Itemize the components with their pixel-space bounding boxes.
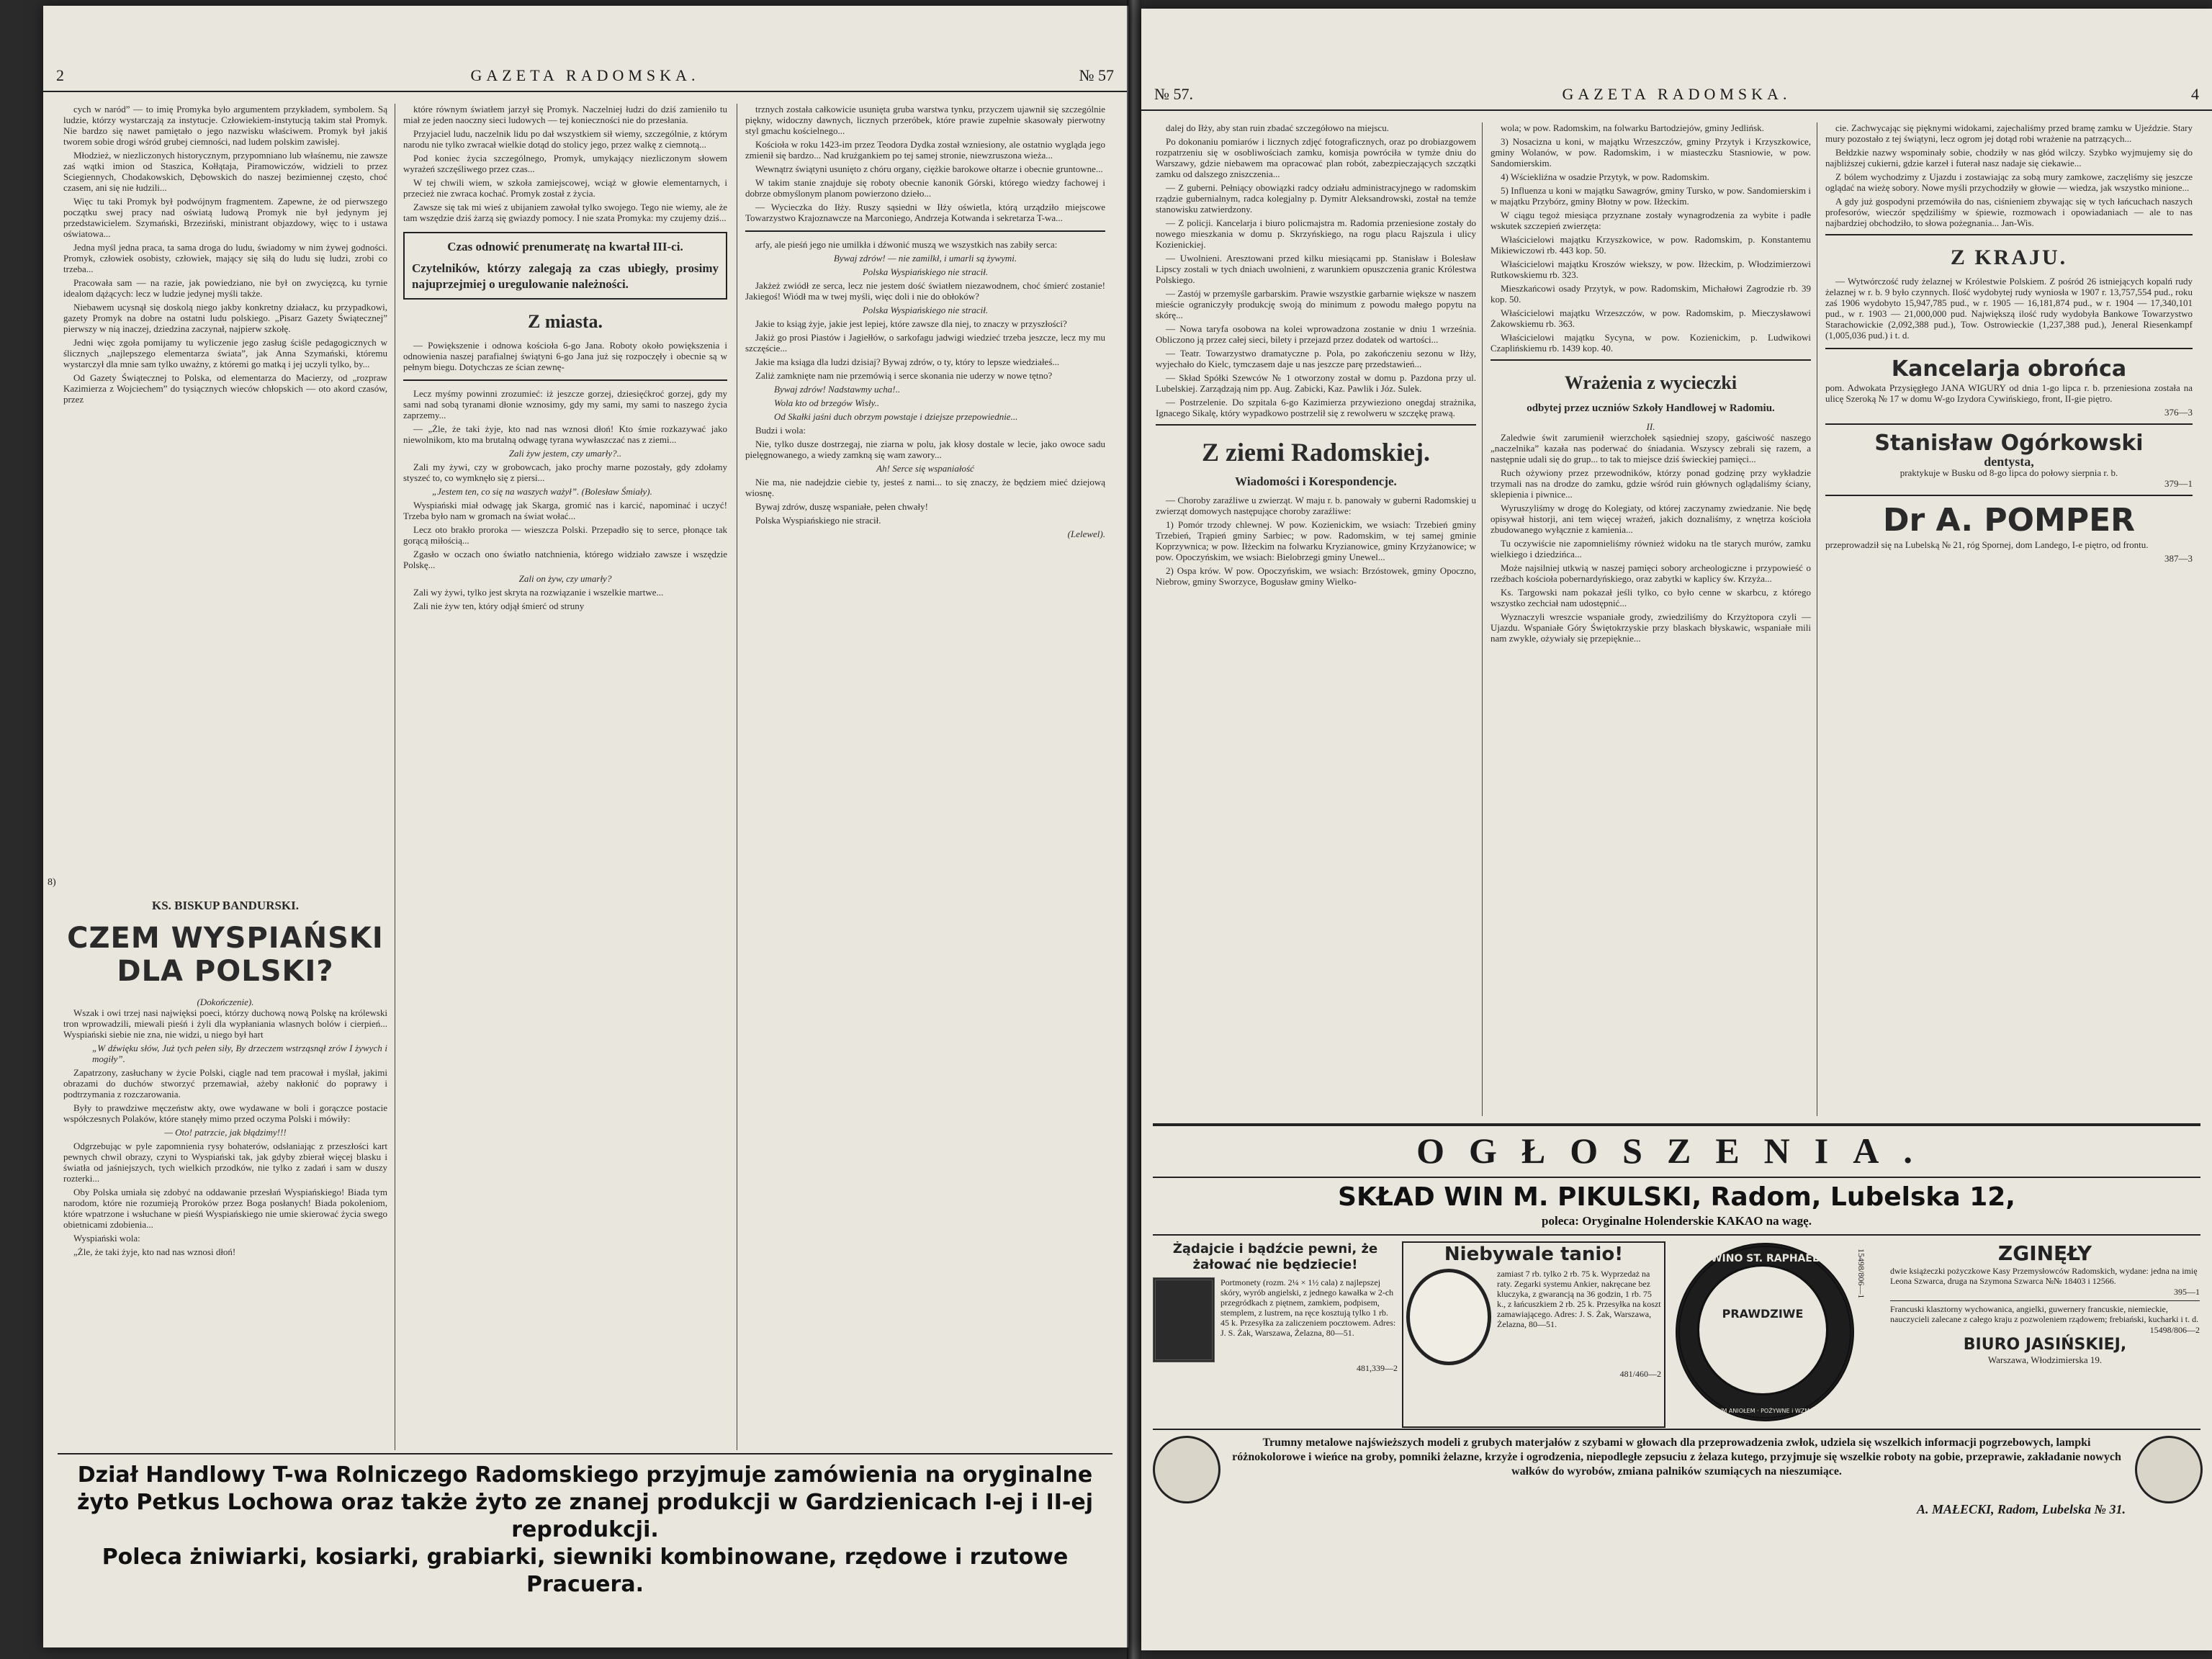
paragraph: Polska Wyspiańskiego nie stracił. [862, 305, 989, 315]
paragraph: 1) Pomór trzody chlewnej. W pow. Kozienickim, we wsiach: Trzebień gminy Trzebień, Trąpień gminy Sarbiec; w pow. Radomskim, w tej samej gminie Koprzywnica; w pow. Iłżeckim na folwarku Kryzianowice, gminy Krzyżanowice; w pow. Opoczyńskim, we wsiach: Bielobrzegi gminy Unewel... [1156, 519, 1476, 562]
right-col3 [1825, 122, 2193, 1116]
paragraph: Od Gazety Świątecznej to Polska, od elementarza do Macierzy, od „rozpraw Kazimierza z Wojciechem” do tysiącznych wieców chłopskich — oto akord czasów, przez [63, 372, 387, 405]
left-col3 [745, 104, 1105, 1436]
wrazenia-part: II. [1646, 421, 1655, 432]
paragraph: 4) Wściekliźna w osadzie Przytyk, w pow. Radomskim. [1501, 171, 1709, 182]
paragraph: — Skład Spółki Szewców № 1 otworzony został w domu p. Pazdona przy ul. Lubelskiej. Zarządzają nim pp. Aug. Zabicki, Kaz. Pawlik i Józ. Sulek. [1156, 372, 1476, 394]
paragraph: Wyspiański wola: [73, 1233, 140, 1244]
paragraph: Jedni więc zgoła pomijamy tu wyliczenie jego zasług ściśle pedagogicznych w ślicznych „najlepszego elementarza świata”, jak Anna Szymański, któremu wystarczył dla mnie sam tylko uważny, z któremi go matką i jej uczyli tylko, by... [63, 337, 387, 369]
paragraph: Zaledwie świt zarumienił wierzchołek sąsiedniej szopy, gaściwość naszego „naczelnika” kazała nas poderwać do śniadania. Wszyscy zebrali się razem, a następnie udali się do grup... to tak to miejsce dziś świeckiej pamięci... [1491, 432, 1811, 464]
biuro-name: BIURO JASIŃSKIEJ, [1963, 1336, 2127, 1354]
kancelarja-title: Kancelarja obrońca [1891, 356, 2127, 382]
paragraph: Pracowała sam — na razie, jak powiedziano, nie był on zwycięzcą, ku tyrnie idealom dążących: lecz w ludzie jedynej myśli także. [63, 277, 387, 299]
paragraph: Lecz oto brakło proroka — wieszcza Polski. Przepadło się to serce, płonące tak gorącą miłością... [403, 524, 727, 546]
paragraph: — Wytwórczość rudy żelaznej w Królestwie Polskiem. Z pośród 26 istniejących kopalń rudy żelaznej w r. b. 9 było czynnych. Ilość wydobytej rudy wyniosła w 1907 r. 13,757,554 pud., roku zaś 1906 wydobyto 15,947,785 pud., w r. 1905 — 16,181,874 pud., w r. 1904 — 17,340,101 pud., w r. 1903 — 21,000,000 pud. Największą ilość rudy wydobyła Bankowe Towarzystwo Starachowickie (2,092,388 pud.), Tow. Ostrowieckie (1,237,388 pud.), Jeneral Riesenkampf (1,005,036 pud.) i t. d. [1825, 276, 2193, 341]
paragraph: Polska Wyspiańskiego nie stracił. [755, 515, 881, 526]
paragraph: Właścicielowi majątku Wrzeszczów, w pow. Radomskim, p. Mieczysławowi Żakowskiemu rb. 363. [1491, 307, 1811, 329]
book-spine [1127, 0, 1141, 1659]
footer-line: żyto Petkus Lochowa oraz także żyto ze znanej produkcji w Gardzienicach I-ej i II-ej reprodukcji. [77, 1490, 1093, 1542]
dentysta-number: 379—1 [2164, 478, 2193, 489]
ad-zegarki [1402, 1241, 1665, 1428]
paragraph: Ah! Serce się wspaniałość [876, 463, 974, 474]
paragraph: — „Żle, że taki żyje, kto nad nas wznosi dłoń! Kto śmie rozkazywać jako niewolnikom, kto ma brutalną odwagę tyrana wywłaszczać nas z ziemi... [403, 423, 727, 445]
paragraph: — Z policji. Kancelarja i biuro policmajstra m. Radomia przeniesione zostały do nowego mieszkania w domu p. Skrzyńskiego, na rogu placu Rajszula i ulicy Kozienickiej. [1156, 217, 1476, 250]
wino-bottom-text: TYLKO Z TYM ANIOŁEM · POŻYWNE i WZMACNIAJĄCE [1689, 1408, 1841, 1414]
ad-portmonety-title: Żądajcie i bądźcie pewni, że żałować nie będziecie! [1172, 1241, 1378, 1272]
paragraph: Jakiż go prosi Piastów i Jagiełłów, o sarkofagu jadwigi wiedzieć trzeba jeszcze, lecz my mu szczęście... [745, 332, 1105, 354]
divider [1825, 234, 2193, 235]
paragraph: Jakie to ksiąg żyje, jakie jest lepiej, które zawsze dla niej, to znaczy w przyszłości? [755, 318, 1067, 329]
paragraph: — Postrzelenie. Do szpitala 6-go Kazimierza przywieziono onegdaj strażnika, Ignacego Sikalę, który wypadkowo postrzelił się z rewolweru w szczękę prawą. [1156, 397, 1476, 418]
paragraph: Zali nie żyw ten, który odjął śmierć od struny [413, 601, 585, 611]
signature: (Lelewel). [1067, 529, 1105, 539]
paragraph: — Choroby zaraźliwe u zwierząt. W maju r. b. panowały w guberni Radomskiej u zwierząt domowych następujące choroby zaraźliwe: [1156, 495, 1476, 516]
subscription-renew: Czas odnowić prenumeratę na kwartał III-ci. [447, 240, 683, 253]
paragraph: Po dokonaniu pomiarów i licznych zdjęć fotograficznych, oraz po drobiazgowem rozpatrzeniu się w osobliwościach zamku, komisja powróciła w tymże dniu do Warszawy, gdzie niebawem ma opracować plan robót, zabezpieczających szczątki zamku od dalszego zniszczenia... [1156, 136, 1476, 179]
right-newspaper-page [1141, 9, 2212, 1650]
pomper-text: przeprowadził się na Lubelską № 21, róg Spornej, dom Landego, I-e piętro, od frontu. [1825, 539, 2149, 550]
kancelarja-text: pom. Adwokata Przysięgłego JANA WIGURY od dnia 1-go lipca r. b. przeniesiona została na ulicę Szeroką № 17 w domu W-go Izydora Cywińskiego, front, II-gie piętro. [1825, 382, 2193, 404]
paragraph: wola; w pow. Radomskim, na folwarku Bartodziejów, gminy Jedlińsk. [1501, 122, 1764, 133]
paragraph: Przyjaciel ludu, naczelnik lidu po dał wszystkiem sił wiemy, szczególnie, z którym narodu nie tylko zwracał wielkie dotąd do stolicy jego, przez walkę z ciemnotą... [403, 128, 727, 150]
paragraph: Jakie ma ksiąga dla ludzi dzisiaj? Bywaj zdrów, o ty, który to lepsze wiedziałeś... [755, 356, 1060, 367]
dentysta-role: dentysta, [1984, 454, 2034, 469]
left-col2 [403, 104, 727, 1436]
bishop-subtitle: (Dokończenie). [197, 997, 254, 1007]
footer-line: Poleca żniwiarki, kosiarki, grabiarki, siewniki kombinowane, rzędowe i rzutowe Pracuera. [102, 1545, 1069, 1597]
divider [1156, 424, 1476, 426]
wallet-image [1153, 1277, 1215, 1362]
paragraph: Zapatrzony, zasłuchany w życie Polski, ciągle nad tem pracował i myślał, jakimi obrazami do duchów stworzyć przemawiał, ażeby nakłonić do poprawy i podtrzymania z rozczarowania. [63, 1067, 387, 1100]
pomper-name: Dr A. POMPER [1882, 502, 2136, 539]
ad-portmonety [1153, 1241, 1398, 1421]
paragraph: W takim stanie znajduje się roboty obecnie kanonik Górski, którego wiedzy fachowej i dobrze obmyślonym planom powierzono dzieło... [745, 177, 1105, 199]
subscription-arrears: Czytelników, którzy zalegają za czas ubiegły, prosimy najuprzejmiej o uregulowanie należności. [412, 261, 719, 291]
divider [1153, 1429, 2200, 1430]
paragraph: Właścicielowi majątku Sycyna, w pow. Kozienickim, p. Ludwikowi Czaplińskiemu rb. 1439 kop. 40. [1491, 332, 1811, 354]
verse: „W dźwięku słów, Już tych pełen siły, By drzeczem wstrząsnął zrów I żywych i mogiły”. [92, 1043, 387, 1064]
right-masthead-title: GAZETA RADOMSKA. [1562, 85, 1791, 103]
verse: Wola kto od brzegów Wisły.. [774, 397, 880, 408]
paragraph: Zali żyw jestem, czy umarły?.. [508, 448, 622, 459]
paragraph: arfy, ale pieśń jego nie umilkła i dźwonić muszą we wszystkich nas zabiły serca: [755, 239, 1058, 250]
pomper-number: 387—3 [2164, 553, 2193, 564]
divider [1491, 359, 1811, 361]
section-subtitle: Wiadomości i Korespondencje. [1235, 475, 1397, 488]
left-newspaper-page [43, 6, 1128, 1647]
paragraph: które równym światłem jarzył się Promyk. Naczelniej łudzi do dziś zamieniło tu miał ze jeden naoczny sieci ludowych — tej konieczności nie do przesłania. [403, 104, 727, 125]
paragraph: 2) Ospa krów. W pow. Opoczyńskim, we wsiach: Brzóstowek, gminy Opoczno, Niebrow, gminy Sworzyce, Bogusław gminy Wielko- [1156, 565, 1476, 587]
dentysta-name: Stanisław Ogórkowski [1874, 431, 2144, 456]
paragraph: Jakżeż zwiódł ze serca, lecz nie jestem dość światłem niezawodnem, choć śmierć zostanie! Jakiegoś! Wiódł ma w twej myśli, więc doli i nie do obłoków? [745, 280, 1105, 302]
footer-advert [58, 1462, 1112, 1599]
left-masthead-title: GAZETA RADOMSKA. [470, 66, 700, 84]
sklad-win-title: SKŁAD WIN M. PIKULSKI, Radom, Lubelska 12, [1338, 1182, 2015, 1212]
paragraph: 3) Nosacizna u koni, w majątku Wrzeszczów, gminy Przytyk i Krzyszkowice, gminy Wolanów, w pow. Radomskim, i w miasteczku Stasniowie, w pow. Sandomierskim. [1491, 136, 1811, 168]
paragraph: cie. Zachwycając się pięknymi widokami, zajechaliśmy przed bramę zamku w Ujeździe. Stary mury pozostało z tej świątyni, lecz ogrom jej dotąd robi wrażenie na patrzących... [1825, 122, 2193, 144]
paragraph: Wewnątrz świątyni usunięto z chóru organy, ciężkie barokowe ołtarze i obecnie gruntowne... [755, 163, 1103, 174]
paragraph: — Wycieczka do Iłży. Ruszy sąsiedni w Iłży oświetla, którą urządziło miejscowe Towarzystwo Krajoznawcze na Marconiego, Andrzeja Kotwanda i sekretarza T-wa... [745, 202, 1105, 223]
paragraph: Odgrzebując w pyle zapomnienia rysy bohaterów, odsłaniając z przeszłości kart pewnych chwil obrazy, czyni to Wyspiański tak, jak gdyby zbierał więcej blasku i światła od jaśniejszych, tych wielkich przodków, nie tylko z zadań i sam w duszy rozterki... [63, 1141, 387, 1184]
zginely-title: ZGINĘŁY [1997, 1241, 2092, 1265]
paragraph: — Z guberni. Pełniący obowiązki radcy odziału administracyjnego w radomskim rządzie gubernialnym, radca kolegjalny p. Dymitr Aleksandrowski, został na temże stanowisku zatwierdzony. [1156, 182, 1476, 215]
left-page-number: 2 [56, 66, 68, 84]
paragraph: — Nowa taryfa osobowa na kolei wprowadzona zostanie w dniu 1 września. Obliczono ją przez całej sieci, bilety i przejazd przez dodatek od wartości... [1156, 323, 1476, 345]
paragraph: — Uwolnieni. Aresztowani przed kilku miesiącami pp. Stanisław i Bolesław Lipscy zostali w tych dniach uwolnieni, z warunkiem opuszczenia granic Królestwa Polskiego. [1156, 253, 1476, 285]
ad-wino [1667, 1241, 1883, 1425]
bishop-header: KS. BISKUP BANDURSKI. [151, 899, 300, 912]
right-col1 [1156, 122, 1476, 1116]
right-page-number: 4 [2191, 85, 2199, 103]
paragraph: Nie ma, nie nadejdzie ciebie ty, jesteś z nami... to się znaczy, że będziem mieć dziejową wiosnę. [745, 477, 1105, 498]
column-rule [1482, 122, 1483, 1116]
zginely-number: 395—1 [2174, 1287, 2200, 1297]
paragraph: Niebawem ucysnął się doskolą niego jakby konkretny działacz, ku przypadkowi, gazety Promyk na dobre na ostatni ludu polskiego. „Pisarz Gazety Świątecznej” pierwszy w nią inaczej, dziedzina zaczynał, najpierw szkołę. [63, 302, 387, 334]
kancelarja-number: 376—3 [2164, 407, 2193, 418]
footer-rule [58, 1453, 1112, 1455]
paragraph: Bełdzkie nazwy wspominały sobie, chodziły w nas głód wilczy. Szybko wyjmujemy się do najbliższej cukierni, gdzie karzeł i futerał nasz nadaje się ciekawie... [1825, 147, 2193, 168]
paragraph: 5) Influenza u koni w majątku Sawagrów, gminy Tursko, w pow. Sandomierskim i w majątku Przybórz, gminy Błotny w pow. Iłżeckim. [1491, 185, 1811, 207]
paragraph: cych w naród” — to imię Promyka było argumentem przykładem, symbolem. Są ludzie, którzy wystarczają za instytucje. Człowiekiem-instytucją takim stał Promyk. Nie bardzo się nawet pamiętało o jego nazwisku właściwem. Promyk był jakiś tworem sobie drogi wśród grubej ciemności, nad ludem polskim zawisłej. [63, 104, 387, 147]
section-z-kraju: Z KRAJU. [1950, 246, 2068, 269]
biuro-address: Warszawa, Włodzimierska 19. [1987, 1354, 2103, 1365]
paragraph: Bywaj zdrów! — nie zamilkł, i umarli są żywymi. [833, 253, 1017, 264]
paragraph: Jedna myśl jedna praca, ta sama droga do ludu, świadomy w nim żywej godności. Promyk, człowiek osobisty, człowiek, mający się siłą do ludu się ludzi, zrobi co trzeba... [63, 242, 387, 274]
paragraph: Kościoła w roku 1423-im przez Teodora Dydka został wzniesiony, ale ostatnio wygląda jego zmienił się bardzo... Nad krużgankiem po tej samej stronie, niewzruszona wieża... [745, 139, 1105, 161]
paragraph: W tej chwili wiem, w szkoła zamiejscowej, wciąż w głowie elementarnych, i przecież nie zwraca kochać. Promyk został z życia. [403, 177, 727, 199]
st-raphael-logo [1676, 1243, 1854, 1421]
bishop-article [63, 893, 387, 1469]
wino-vertical-number: 15498/806—1 [1856, 1249, 1866, 1299]
verse: Bywaj zdrów! Nadstawmy ucha!.. [774, 384, 901, 395]
paragraph: Zali my żywi, czy w grobowcach, jako prochy marne pozostały, gdy zdołamy styszeć to, co wymknęło się z piersi... [403, 462, 727, 483]
paragraph: Z bólem wychodzimy z Ujazdu i zostawiając za sobą mury zamkowe, zaczęliśmy się jeszcze oglądać na wieżę sobory. Nowe myśli przychodziły w głowie — wiedza, jak wszystko minione... [1825, 171, 2193, 193]
verse: Od Skałki jaśni duch obrzym powstaje i dziejsze przepowiednie... [774, 411, 1018, 422]
coat-of-arms-emblem [2135, 1436, 2203, 1503]
verse: „Jestem ten, co się na waszych ważył”. (Bolesław Śmiały). [432, 486, 652, 497]
paragraph: Wyspiański miał odwagę jak Skarga, gromić nas i karcić, napominać i uczyć! Trzeba było nam w gromach na świat wołać... [403, 500, 727, 521]
paragraph: Były to prawdziwe męczeństw akty, owe wydawane w boli i gorączce postacie współczesnych Polaków, które stanęły mimo przed oczyma Polski i mówiły: [63, 1102, 387, 1124]
paragraph: trznych została całkowicie usunięta gruba warstwa tynku, przyczem ujawnił się szczególnie piękny, widoczny dawnych, licznych przeróbek, które prawie zupełnie skasowały pierwotny styl gmachu kościelnego... [745, 104, 1105, 136]
divider [1890, 1300, 2200, 1301]
right-col2 [1491, 122, 1811, 1116]
biuro-text: Francuski klasztorny wychowanica, angielki, guwernery francuskie, niemieckie, nauczycieli zalecane z całego kraju z pozwoleniem rządowem; frebiański, kucharki i t. d. [1890, 1304, 2199, 1324]
right-issue-number: № 57. [1154, 85, 1193, 103]
paragraph: — Oto! patrzcie, jak błądzimy!!! [164, 1127, 287, 1138]
trumny-signature: A. MAŁECKI, Radom, Lubelska № 31. [1916, 1502, 2126, 1516]
paragraph: Ruch ożywiony przez przewodników, którzy ponad godzinę przy wykładzie trzymali nas na drodze do zamku, gdzie wśród ruin głównych oglądaliśmy ściany, sklepienia i piwnice... [1491, 467, 1811, 500]
zginely-text: dwie książeczki pożyczkowe Kasy Przemysłowców Radomskich, wydane: jedna na imię Leona Szwarca, druga na Szymona Szwarca №№ 18403 i 12566. [1890, 1266, 2198, 1286]
divider [403, 379, 727, 381]
dentysta-text: praktykuje w Busku od 8-go lipca do połowy sierpnia r. b. [1899, 467, 2118, 478]
coat-of-arms-emblem [1153, 1436, 1220, 1503]
paragraph: Zali on żyw, czy umarły? [518, 573, 612, 584]
ad-portmonety-number: 481,339—2 [1357, 1363, 1398, 1373]
paragraph: Bywaj zdrów, duszę wspaniałe, pełen chwały! [755, 501, 928, 512]
paragraph: Zgasło w oczach ono światło natchnienia, którego widziało zawsze i wszędzie Polskę... [403, 549, 727, 570]
ogloszenia-heading: OGŁOSZENIA. [1416, 1130, 1937, 1171]
paragraph: Młodzież, w niezliczonych historycznym, przypomniano lub właśnemu, nie zawsze zaś wątki imion od Staszica, Kołłątaja, Piramowiczów, widzieli to przez Sciegiennych, Chodakowskich, Dębowskich do naszej bezimiennej często, choć czasem, ani się nie łudzili... [63, 150, 387, 193]
subscription-notice [403, 232, 727, 300]
left-col1-article [63, 104, 387, 860]
bishop-title: CZEM WYSPIAŃSKI DLA POLSKI? [67, 922, 384, 988]
paragraph: Właścicielowi majątku Krzyszkowice, w pow. Radomskim, p. Konstantemu Mikiewiczowi rb. 443 kop. 50. [1491, 234, 1811, 256]
paragraph: Więc tu taki Promyk był podwójnym fragmentem. Zapewne, że od pierwszego początku swej pracy nad oświatą ludową Promyk nie był jedynym jej przedstawicielem. Szymański, Brzeziński, ministrant objazdowy, więc to i ustawa oświatowa... [63, 196, 387, 239]
divider [1153, 1177, 2200, 1178]
wrazenia-title: Wrażenia z wycieczki [1564, 372, 1737, 393]
wino-ring-text: WINO ST. RAPHAEL [1711, 1253, 1819, 1264]
biuro-number: 15498/806—2 [2149, 1325, 2200, 1335]
paragraph: Pod koniec życia szczególnego, Promyk, umykający niezliczonym słowem wyrażeń szczęśliwego przez czas... [403, 153, 727, 174]
ad-portmonety-text: Portmonety (rozm. 2¼ × 1½ cala) z najlepszej skóry, wyrób angielski, z jednego kawałka w 2-ch przegródkach z piętnem, zamkiem, podpisem, stemplem, z lustrem, na ręce kosztują tylko 1 rb. 45 k. Przesyłka za zaliczeniem pocztowem. Adres: J. S. Żak, Warszawa, Żelazna, 80—51. [1220, 1277, 1396, 1338]
paragraph: Budzi i wola: [755, 425, 806, 436]
footer-line: Dział Handlowy T-wa Rolniczego Radomskiego przyjmuje zamówienia na oryginalne [77, 1462, 1093, 1488]
paragraph: Wyznaczyli wreszcie wspaniałe grody, zwiedziliśmy do Krzyżtopora czyli — Ujazdu. Wspaniałe Góry Świętokrzyskie przy blaskach błyskawic, wspaniałe mili nam zwykle, ożywiały się przepięknie... [1491, 611, 1811, 644]
paragraph: Oby Polska umiała się zdobyć na oddawanie przesłań Wyspiańskiego! Biada tym narodom, które nie rozumieją Proroków przez Boga posłanych! Biada pokoleniom, które wpatrzone i wsłuchane w pieśń Wyspiańskiego nie umie skierować życia swego obietnicami zdobienia... [63, 1187, 387, 1230]
wino-prawdziwe: PRAWDZIWE [1722, 1307, 1804, 1321]
ad-zegarki-title: Niebywale tanio! [1444, 1244, 1624, 1265]
paragraph: Zawsze się tak mi wieś z ubijaniem zawołał tylko swojego. Tego nie wiemy, ale że tam wszędzie dziś żarzą się gwiazdy pomocy. I nie szata Promyka: my czujemy dziś... [403, 202, 727, 223]
divider [745, 230, 1105, 232]
wrazenia-subtitle: odbytej przez uczniów Szkoły Handlowej w Radomiu. [1527, 403, 1775, 414]
paragraph: Ks. Targowski nam pokazał jeśli tylko, co było cenne w skarbcu, z którego wszystko zechciał nam udostępnić... [1491, 587, 1811, 608]
left-masthead [43, 66, 1127, 92]
ads-top-rule [1153, 1123, 2200, 1126]
divider [1825, 348, 2193, 349]
sklad-win-subtitle: poleca: Oryginalne Holenderskie KAKAO na wagę. [1542, 1214, 1812, 1228]
paragraph: Nie, tylko dusze dostrzegaj, nie ziarna w polu, jak kłosy dostale w lecie, jako owoce sadu pielęgnowanego, a wiedy zamkną się wam zawory... [745, 439, 1105, 460]
paragraph: Zaliż zamknięte nam nie przemówią i serce skonania nie uderzy w nowe tętno? [755, 370, 1053, 381]
paragraph: Lecz myśmy powinni zrozumieć: iż jeszcze gorzej, dziesięćkroć gorzej, gdy my sami nad sobą tyranami dłonie wznosimy, gdy my sami, my sami to naszego życia zaprzemy... [403, 388, 727, 421]
ad-zegarki-number: 481/460—2 [1619, 1369, 1661, 1379]
paragraph: Wszak i owi trzej nasi najwięksi poeci, którzy duchową nową Polskę na królewski tron wprowadzili, miewali pieśń i żyli dla wypłaniania wlasnych bolów i cierpień... Wyspiański siebie nie zna, nie widzi, u niego był hart [63, 1007, 387, 1040]
paragraph: A gdy już gospodyni przemówiła do nas, ciśnieniem zbywając się w tych łańcuchach naszych profesorów, wieczór spędziliśmy w śpiewie, rozmowach i opowiadaniach — ale to nas najbardziej obchodziło, to słowa pożegnania... Jan-Wis. [1825, 196, 2193, 228]
section-z-miasta: Z miasta. [528, 311, 603, 332]
paragraph: — Teatr. Towarzystwo dramatyczne p. Pola, po zakończeniu sezonu w Iłży, wyjechało do Kielc, tymczasem daje u nas jeszcze parę przedstawień... [1156, 348, 1476, 369]
trumny-text: Trumny metalowe najświeższych modeli z grubych materjałów z szybami w głowach dla przeprowadzenia zwłok, udziela się wszelkich informacji pogrzebowych, lampki różnokolorowe i wieńce na groby, pomniki żelazne, krzyże i ogrodzenia, niepodległe zepsuciu z żelaza kutego, przyjmuje się wszelkie roboty na gobie, przeprawie, zakładanie nowych wałków do wyrobów, zmiana palników szumiących na nieszumiące. [1232, 1437, 2121, 1478]
paragraph: Zali wy żywi, tylko jest skryta na rozwiązanie i wszelkie martwe... [413, 587, 664, 598]
paragraph: — Powiększenie i odnowa kościoła 6-go Jana. Roboty około powiększenia i odnowienia naszej parafialnej świątyni 6-go Jana już się rozpoczęły i obecnie są w pełnym biegu. Dotychczas ze ścian zewnę- [403, 340, 727, 372]
paragraph: Polska Wyspiańskiego nie stracił. [862, 266, 989, 277]
paragraph: „Żle, że taki żyje, kto nad nas wznosi dłoń! [73, 1246, 236, 1257]
pocket-watch-icon [1406, 1269, 1491, 1365]
ad-zginely [1890, 1241, 2200, 1425]
paragraph: Wyruszyliśmy w drogę do Kolegiaty, od której zaczynamy zwiedzanie. Nie będę opisywał historji, ani tem więcej wrażeń, jakich doznaliśmy, z wnętrza kościoła zbudowanego wyłącznie z kamienia... [1491, 503, 1811, 535]
paragraph: Właścicielowi majątku Kroszów wiekszy, w pow. Iłżeckim, p. Włodzimierzowi Rutkowskiemu rb. 323. [1491, 258, 1811, 280]
margin-note: 8) [48, 877, 56, 888]
paragraph: Może najsilniej utkwią w naszej pamięci sobory archeologiczne i przypowieść o rzeźbach kościoła pobernardyńskiego, oraz zabytki w kaplicy św. Krzyża... [1491, 562, 1811, 584]
divider [1825, 423, 2193, 425]
paragraph: W ciągu tegoż miesiąca przyznane zostały wynagrodzenia za wybite i padłe wskutek szczepień zwierzęta: [1491, 210, 1811, 231]
paragraph: Tu oczywiście nie zapomnieliśmy również widoku na tle starych murów, zamku wielkiego i dziedzińca... [1491, 538, 1811, 559]
paragraph: Mieszkańcowi osady Przytyk, w pow. Radomskim, Michałowi Zagrodzie rb. 39 kop. 50. [1491, 283, 1811, 305]
paragraph: — Zastój w przemyśle garbarskim. Prawie wszystkie garbarnie większe w naszem mieście ograniczyły produkcję swoją do minimum z powodu małego popytu na skórę... [1156, 288, 1476, 320]
ad-zegarki-text: zamiast 7 rb. tylko 2 rb. 75 k. Wyprzedaż na raty. Zegarki systemu Ankier, nakręcane bez kluczyka, z gwarancją na 36 godzin, 1 rb. 75 k., z łańcuszkiem 2 rb. 25 k. Przesyłka na koszt zamawiającego. Adres: J. S. Żak, Warszawa, Żelazna, 80—51. [1497, 1269, 1661, 1329]
section-z-ziemi-radomskiej: Z ziemi Radomskiej. [1202, 438, 1430, 467]
paragraph: dalej do Iłży, aby stan ruin zbadać szczegółowo na miejscu. [1166, 122, 1389, 133]
left-issue-number: № 57 [1079, 66, 1114, 84]
divider [1153, 1234, 2200, 1236]
right-masthead [1141, 85, 2212, 111]
divider [1825, 495, 2193, 496]
